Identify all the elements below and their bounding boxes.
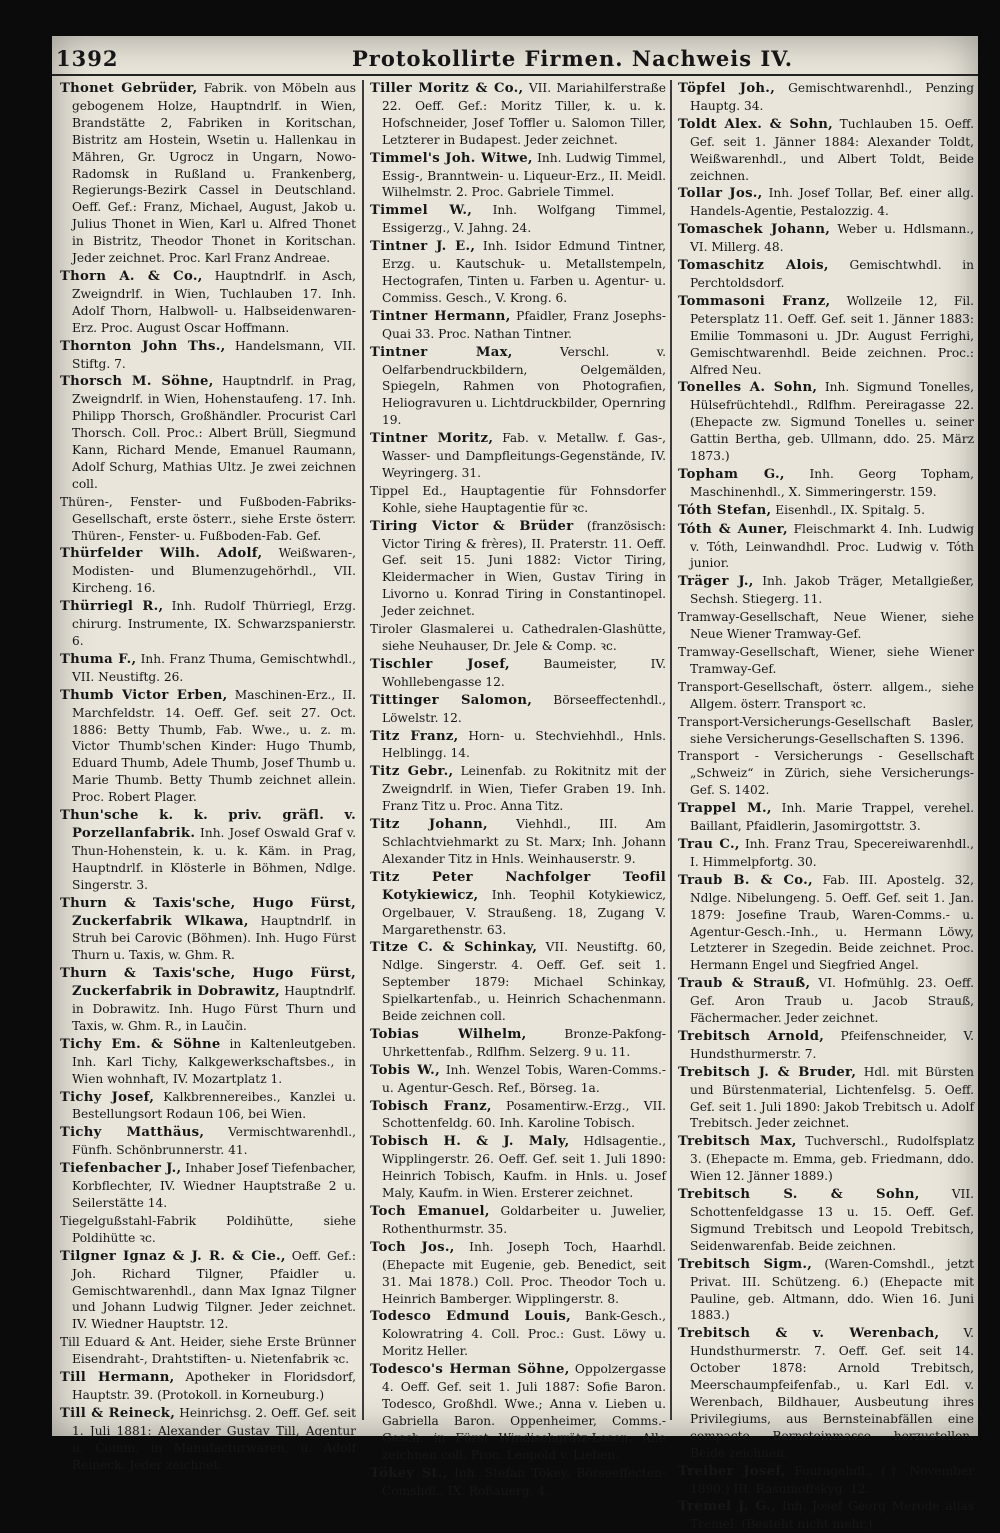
firm-name: Toldt Alex. & Sohn, [678, 116, 834, 132]
header-rule [52, 74, 978, 76]
column-middle [370, 80, 667, 1498]
firm-name: Thürriegl R., [60, 599, 164, 615]
firm-details: V. Hundsthurmerstr. 7. Oeff. Gef. seit 14. October 1878: Arnold Trebitsch, Meerschaumpfeifenfab., u. Karl Edl. v. Werenbach, Bildhauer, Ausbeutung ihres Privilegiums, aus Bernsteinabfällen eine compacte Bernsteinmasse herzustellen. Beide zeichnen. [690, 1326, 975, 1460]
firm-name: Todesco Edmund Louis, [370, 1309, 571, 1325]
firm-entry [370, 1098, 666, 1133]
firm-details: Apotheker in Floridsdorf, Hauptstr. 39. (Protokoll. in Korneuburg.) [72, 1370, 356, 1402]
firm-entry [370, 238, 666, 307]
firm-entry [370, 656, 666, 691]
firm-details: Inh. Stefan Tökey, Börseeffecten-Comshdl., IX. Roßauerg. 4. [382, 1465, 667, 1498]
column-right [678, 80, 975, 1532]
firm-entry [60, 895, 356, 965]
firm-entry [370, 1239, 666, 1308]
firm-details: Till Eduard & Ant. Heider, siehe Erste Brünner Eisendraht-, Drahtstiften- u. Nietenfabrik ꝛc. [60, 1335, 356, 1367]
firm-name: Till Hermann, [60, 1370, 175, 1386]
column-divider [362, 80, 364, 1420]
firm-entry [678, 293, 974, 379]
firm-name: Titz Franz, [370, 728, 459, 744]
firm-details: Weber u. Hdlsmann., VI. Millerg. 48. [690, 222, 975, 255]
firm-entry [678, 502, 974, 520]
firm-entry [370, 430, 666, 482]
firm-details: Verschl. v. Oelfarbendruckbildern, Oelgemälden, Spiegeln, Rahmen von Photografien, Heliogravuren u. Lichtdruckbilder, Opernring 19. [382, 344, 667, 428]
firm-entry [60, 965, 356, 1035]
firm-entry [60, 268, 356, 337]
firm-entry [678, 836, 974, 871]
firm-details: Inh. Jakob Träger, Metallgießer, Sechsh. Stiegerg. 11. [690, 574, 974, 607]
firm-details: Transport-Gesellschaft, österr. allgem., siehe Allgem. österr. Transport ꝛc. [678, 679, 974, 711]
firm-entry [678, 1186, 974, 1255]
firm-entry [60, 545, 356, 597]
firm-details: Tuchlauben 15. Oeff. Gef. seit 1. Jänner 1884: Alexander Toldt, Weißwarenhdl., und Albert Toldt, Beide zeichnen. [690, 116, 974, 183]
firm-details: Inh. Josef Oswald Graf v. Thun-Hohenstein, k. u. k. Käm. in Prag, Hauptndrlf. in Klösterle in Böhmen, Ndlge. Singerstr. 3. [72, 825, 356, 892]
firm-name: Titz Gebr., [370, 764, 454, 780]
firm-details: Hauptndrlf. in Struh bei Carovic (Böhmen). Inh. Hugo Fürst Thurn u. Taxis, w. Ghm. R. [72, 913, 357, 963]
column-left [60, 80, 357, 1472]
firm-details: Fab. III. Apostelg. 32, Ndlge. Nibelungeng. 5. Oeff. Gef. seit 1. Jan. 1879: Josefine Traub, Waren-Comms.- u. Agentur-Gesch.-Inh., u. Hermann Löwy, Letzterer in Szegedin. Beide zeichnet. Proc. Hermann Engel und Siegfried Angel. [690, 872, 974, 973]
firm-details: Oeff. Gef.: Joh. Richard Tilgner, Pfaidler u. Gemischtwarenhdl., dann Max Ignaz Tilgner und Johann Ludwig Tilgner. Jeder zeichnet. IV. Wiedner Hauptstr. 12. [72, 1248, 357, 1332]
firm-entry [678, 644, 974, 678]
firm-details: Gemischtwarenhdl., Penzing Hauptg. 34. [690, 81, 975, 113]
firm-details: Inh. Josef Georg Merode alias Tremel. (Besteht nicht mehr.) [690, 1499, 975, 1532]
firm-entry [678, 1463, 974, 1498]
firm-details: Inh. Marie Trappel, verehel. Baillant, Pfaidlerin, Jasomirgottstr. 3. [690, 801, 975, 834]
firm-entry [370, 518, 666, 620]
firm-entry [370, 1361, 666, 1463]
firm-entry [60, 1369, 356, 1404]
firm-entry [60, 494, 356, 545]
firm-details: Inh. Franz Thuma, Gemischtwhdl., VII. Neustiftg. 26. [72, 651, 357, 684]
firm-entry [60, 687, 356, 806]
firm-details: Hauptndrlf. in Dobrawitz. Inh. Hugo Fürst Thurn und Taxis, w. Ghm. R., in Laučin. [72, 984, 356, 1033]
firm-details: Inh. Sigmund Tonelles, Hülsefrüchtehdl., Rdlfhm. Pereiragasse 22. (Ehepacte zw. Sigmund Tonelles u. seiner Gattin Bertha, geb. Ullmann, ddo. 25. März 1873.) [690, 380, 974, 464]
firm-name: Töpfel Joh., [678, 81, 776, 96]
firm-entry [370, 80, 666, 149]
firm-details: Bronze-Pakfong-Uhrkettenfab., Rdlfhm. Selzerg. 9 u. 11. [382, 1026, 666, 1059]
firm-entry [60, 1160, 356, 1212]
firm-details: Posamentirw.-Erzg., VII. Schottenfeldg. 60. Inh. Karoline Tobisch. [382, 1098, 667, 1131]
firm-name: Tobisch Franz, [370, 1098, 492, 1114]
firm-details: (französisch: Victor Tiring & frères), II. Praterstr. 11. Oeff. Gef. seit 15. Juni 1882: Victor Tiring, Kleidermacher in Wien, Gustav Tiring in Livorno u. Konrad Tiring in Constantinopel. Jeder zeichnet. [382, 518, 666, 619]
directory-page [52, 36, 978, 1532]
firm-name: Trebitsch & v. Werenbach, [678, 1326, 940, 1342]
firm-details: Transport - Versicherungs - Gesellschaft „Schweiz“ in Zürich, siehe Versicherungs-Gef. S. 1402. [678, 749, 974, 798]
firm-details: Oppolzergasse 4. Oeff. Gef. seit 1. Juli 1887: Sofie Baron. Todesco, Großhdl. Wwe.; Anna v. Lieben u. Gabriella Baron. Oppenheimer, Comms.-Gesch. in Fürst Windischgrätz-Losen. Alle zeichnen coll. Proc. Leopold v. Lieben. [382, 1362, 666, 1462]
firm-entry [60, 1213, 356, 1247]
firm-entry [370, 1203, 666, 1238]
firm-name: Tichy Em. & Söhne [60, 1036, 221, 1052]
firm-name: Thuma F., [60, 651, 137, 667]
firm-details: Tuchverschl., Rudolfsplatz 3. (Ehepacte m. Emma, geb. Friedmann, ddo. Wien 12. Jänner 1889.) [690, 1134, 975, 1184]
column-divider [670, 80, 672, 1420]
firm-entry [60, 1124, 356, 1159]
firm-name: Tichy Josef, [60, 1089, 155, 1105]
firm-entry [60, 1248, 356, 1334]
firm-name: Tobisch H. & J. Maly, [370, 1134, 570, 1150]
firm-details: Horn- u. Stechviehhdl., Hnls. Helblingg. 14. [382, 728, 666, 761]
firm-details: Inh. Georg Topham, Maschinenhdl., X. Simmeringerstr. 159. [690, 466, 975, 499]
firm-details: VII. Schottenfeldgasse 13 u. 15. Oeff. Gef. Sigmund Trebitsch und Leopold Trebitsch, Seidenwarenfab. Beide zeichnen. [690, 1187, 975, 1253]
firm-name: Thorsch M. Söhne, [60, 374, 214, 390]
firm-details: Kalkbrennereibes., Kanzlei u. Bestellungsort Rodaun 106, bei Wien. [72, 1089, 357, 1122]
firm-name: Tiller Moritz & Co., [370, 81, 524, 96]
firm-entry [370, 1026, 666, 1061]
firm-details: Pfeifenschneider, V. Hundsthurmerstr. 7. [690, 1028, 974, 1061]
firm-name: Tischler Josef, [370, 656, 510, 672]
running-title: Protokollirte Firmen. Nachweis IV. [352, 46, 794, 71]
firm-entry [678, 1064, 974, 1133]
firm-name: Treiber Josef, [678, 1463, 786, 1479]
firm-entry [678, 1256, 974, 1325]
firm-entry [370, 483, 666, 517]
firm-details: Gemischtwhdl. in Perchtoldsdorf. [690, 258, 974, 290]
firm-entry [370, 869, 666, 939]
firm-name: Trau C., [678, 836, 740, 852]
firm-details: Pfaidler, Franz Josephs-Quai 33. Proc. Nathan Tintner. [382, 308, 666, 341]
firm-entry [370, 150, 666, 202]
firm-entry [370, 816, 666, 868]
firm-name: Tökey St., [370, 1465, 448, 1481]
firm-name: Toch Jos., [370, 1239, 455, 1255]
firm-name: Tremel J. G., [678, 1499, 777, 1515]
firm-name: Tittinger Salomon, [370, 692, 533, 708]
firm-details: Fabrik. von Möbeln aus gebogenem Holze, Hauptndrlf. in Wien, Brandstätte 2, Fabriken in Koritschan, Bistritz am Hostein, Wsetin u. Hallenkau in Mähren, Gr. Ugrocz in Ungarn, Nowo-Radomsk in Rußland u. Frankenberg, Regierungs-Bezirk Cassel in Deutschland. Oeff. Gef.: Franz, Michael, August, Jakob u. Julius Thonet in Wien, Karl u. Alfred Thonet in Bistritz, Theodor Thonet in Koritschan. Jeder zeichnet. Proc. Karl Franz Andreae. [72, 81, 357, 266]
firm-name: Timmel W., [370, 203, 473, 219]
firm-details: VI. Hofmühlg. 23. Oeff. Gef. Aron Traub u. Jacob Strauß, Fächermacher. Jeder zeichnet. [690, 976, 974, 1026]
firm-name: Thumb Victor Erben, [60, 687, 228, 703]
firm-details: Goldarbeiter u. Juwelier, Rothenthurmstr. 35. [382, 1204, 667, 1236]
firm-name: Trebitsch S. & Sohn, [678, 1187, 920, 1203]
firm-entry [678, 379, 974, 465]
firm-details: VII. Mariahilferstraße 22. Oeff. Gef.: Moritz Tiller, k. u. k. Hofschneider, Josef Toffler u. Salomon Tiller, Letzterer in Budapest. Jeder zeichnet. [382, 81, 666, 147]
firm-details: Inh. Joseph Toch, Haarhdl. (Ehepacte mit Eugenie, geb. Benedict, seit 31. Mai 1878.) Coll. Proc. Theodor Toch u. Heinrich Bamberger. Wipplingerstr. 8. [382, 1239, 667, 1306]
firm-entry [678, 679, 974, 713]
page-number: 1392 [56, 46, 119, 71]
firm-name: Thonet Gebrüder, [60, 81, 198, 96]
firm-name: Trebitsch Max, [678, 1134, 797, 1150]
firm-name: Tóth Stefan, [678, 502, 772, 518]
firm-entry [678, 257, 974, 292]
firm-name: Träger J., [678, 574, 754, 590]
firm-details: Inh. Wolfgang Timmel, Essigerzg., V. Jahng. 24. [382, 203, 666, 236]
firm-details: Baumeister, IV. Wohllebengasse 12. [382, 656, 666, 689]
firm-details: in Kaltenleutgeben. Inh. Karl Tichy, Kalkgewerkschaftsbes., in Wien wohnhaft, IV. Mozartplatz 1. [72, 1036, 356, 1086]
firm-entry [370, 1133, 666, 1202]
firm-entry [370, 763, 666, 815]
firm-details: Inh. Ludwig Timmel, Essig-, Branntwein- u. Liqueur-Erz., II. Meidl. Wilhelmstr. 2. Proc. Gabriele Timmel. [382, 150, 667, 200]
firm-details: Tippel Ed., Hauptagentie für Fohnsdorfer Kohle, siehe Hauptagentie für ꝛc. [370, 483, 666, 515]
firm-entry [370, 939, 666, 1025]
firm-entry [60, 1334, 356, 1368]
firm-entry [60, 807, 356, 894]
firm-name: Thurn & Taxis'sche, Hugo Fürst, Zuckerfabrik Wlkawa, [60, 895, 356, 929]
firm-details: Fab. v. Metallw. f. Gas-, Wasser- und Dampfleitungs-Gegenstände, IV. Weyringerg. 31. [382, 431, 667, 480]
firm-name: Tollar Jos., [678, 186, 763, 202]
firm-name: Tintner Hermann, [370, 308, 511, 324]
firm-details: Inh. Franz Trau, Specereiwarenhdl., I. Himmelpfortg. 30. [690, 836, 975, 869]
firm-details: Tiroler Glasmalerei u. Cathedralen-Glashütte, siehe Neuhauser, Dr. Jele & Comp. ꝛc. [370, 622, 666, 653]
firm-details: Viehhdl., III. Am Schlachtviehmarkt zu St. Marx; Inh. Johann Alexander Titz in Hnls. Weinhauserstr. 9. [382, 817, 666, 866]
firm-entry [678, 800, 974, 835]
firm-name: Tonelles A. Sohn, [678, 380, 818, 396]
firm-details: Inh. Rudolf Thürriegl, Erzg. chirurg. Instrumente, IX. Schwarzspanierstr. 6. [72, 599, 356, 648]
firm-name: Traub & Strauß, [678, 976, 811, 992]
firm-details: Hdlsagentie., Wipplingerstr. 26. Oeff. Gef. seit 1. Juli 1890: Heinrich Tobisch, Kaufm. in Hnls. u. Josef Maly, Kaufm. in Wien. Ersterer zeichnet. [382, 1134, 666, 1201]
firm-name: Trebitsch Sigm., [678, 1256, 813, 1272]
firm-entry [678, 1498, 974, 1533]
firm-entry [60, 598, 356, 650]
firm-name: Tintner Max, [370, 344, 513, 360]
firm-entry [60, 373, 356, 492]
firm-entry [678, 714, 974, 748]
firm-name: Tiring Victor & Brüder [370, 518, 574, 534]
firm-name: Thürfelder Wilh. Adolf, [60, 546, 263, 562]
firm-name: Titz Peter Nachfolger Teofil Kotykiewicz, [370, 869, 666, 903]
firm-name: Tiefenbacher J., [60, 1161, 182, 1177]
firm-details: Hauptndrlf. in Asch, Zweigndrlf. in Wien, Tuchlauben 17. Inh. Adolf Thorn, Halbwoll- u. Halbseidenwaren-Erz. Proc. August Oscar Hoffmann. [72, 268, 357, 335]
firm-entry [370, 1062, 666, 1097]
firm-name: Titz Johann, [370, 817, 488, 833]
firm-details: Maschinen-Erz., II. Marchfeldstr. 14. Oeff. Gef. seit 27. Oct. 1886: Betty Thumb, Fab. Wwe., u. z. m. Victor Thumb'schen Kinder: Hugo Thumb, Eduard Thumb, Adele Thumb, Josef Thumb u. Marie Thumb. Betty Thumb zeichnet allein. Proc. Robert Plager. [72, 687, 357, 805]
firm-details: Hauptndrlf. in Prag, Zweigndrlf. in Wien, Hohenstaufeng. 17. Inh. Philipp Thorsch, Großhändler. Procurist Carl Thorsch. Coll. Proc.: Albert Brüll, Siegmund Kann, Richard Mende, Emanuel Raumann, Adolf Schurg, Mathias Ultz. Je zwei zeichnen coll. [72, 374, 356, 491]
firm-details: Eisenhdl., IX. Spitalg. 5. [775, 502, 926, 517]
firm-details: Thüren-, Fenster- und Fußboden-Fabriks-Gesellschaft, erste österr., siehe Erste österr. Thüren-, Fenster- u. Fußboden-Fab. Gef. [60, 494, 356, 543]
firm-details: Weißwaren-, Modisten- und Blumenzugehörhdl., VII. Kircheng. 16. [72, 546, 356, 596]
firm-entry [370, 202, 666, 237]
firm-details: Inh. Wenzel Tobis, Waren-Comms.- u. Agentur-Gesch. Ref., Börseg. 1a. [382, 1062, 667, 1095]
firm-entry [60, 80, 356, 267]
firm-details: Fleischmarkt 4. Inh. Ludwig v. Tóth, Leinwandhdl. Proc. Ludwig v. Tóth junior. [690, 521, 975, 571]
firm-name: Toch Emanuel, [370, 1204, 490, 1219]
firm-entry [678, 1133, 974, 1185]
firm-entry [678, 975, 974, 1027]
firm-entry [678, 80, 974, 115]
firm-entry [678, 116, 974, 185]
firm-details: Tiegelgußstahl-Fabrik Poldihütte, siehe Poldihütte ꝛc. [60, 1213, 356, 1245]
firm-entry [370, 621, 666, 655]
firm-entry [678, 185, 974, 220]
firm-name: Tintner Moritz, [370, 431, 494, 447]
firm-name: Tommasoni Franz, [678, 293, 831, 309]
firm-details: Tramway-Gesellschaft, Wiener, siehe Wiener Tramway-Gef. [678, 645, 974, 676]
firm-name: Timmel's Joh. Witwe, [370, 150, 533, 166]
firm-details: Inh. Josef Tollar, Bef. einer allg. Handels-Agentie, Pestalozzig. 4. [690, 186, 974, 219]
firm-name: Tilgner Ignaz & J. R. & Cie., [60, 1248, 286, 1264]
firm-details: Heinrichsg. 2. Oeff. Gef. seit 1. Juli 1881: Alexander Gustav Till, Agentur u. Comm. in Manufacturwaren, u. Adolf Reineck. Jeder zeichnet. [72, 1405, 356, 1472]
firm-entry [370, 1465, 666, 1500]
firm-name: Traub B. & Co., [678, 872, 813, 888]
firm-entry [60, 1089, 356, 1124]
firm-details: Transport-Versicherungs-Gesellschaft Basler, siehe Versicherungs-Gesellschaften S. 1396. [678, 714, 974, 746]
firm-details: Wollzeile 12, Fil. Petersplatz 11. Oeff. Gef. seit 1. Jänner 1883: Emilie Tommasoni u. JDr. August Ferrighi, Gemischtwarenhdl. Beide zeichnen. Proc.: Alfred Neu. [690, 293, 975, 377]
firm-details: Inh. Teophil Kotykiewicz, Orgelbauer, V. Straußeng. 18, Zugang V. Margarethenstr. 63. [382, 887, 666, 937]
firm-name: Todesco's Herman Söhne, [370, 1362, 570, 1378]
firm-details: Börseeffectenhdl., Löwelstr. 12. [382, 692, 666, 725]
firm-name: Titze C. & Schinkay, [370, 940, 538, 956]
firm-name: Trappel M., [678, 801, 772, 817]
firm-entry [370, 344, 666, 430]
firm-details: (Waren-Comshdl., jetzt Privat. III. Schützeng. 6.) (Ehepacte mit Pauline, geb. Altmann, ddo. Wien 16. Juni 1883.) [690, 1256, 974, 1323]
firm-details: Leinenfab. zu Rokitnitz mit der Zweigndrlf. in Wien, Tiefer Graben 19. Inh. Franz Titz u. Proc. Anna Titz. [382, 764, 667, 814]
firm-name: Thornton John Ths., [60, 338, 226, 354]
firm-name: Tomaschitz Alois, [678, 258, 829, 274]
firm-name: Tichy Matthäus, [60, 1125, 205, 1141]
firm-name: Trebitsch Arnold, [678, 1028, 825, 1044]
firm-entry [370, 308, 666, 343]
firm-entry [370, 728, 666, 763]
firm-name: Tomaschek Johann, [678, 222, 831, 238]
firm-entry [60, 651, 356, 686]
firm-name: Thurn & Taxis'sche, Hugo Fürst, Zuckerfabrik in Dobrawitz, [60, 966, 356, 1000]
firm-entry [60, 1405, 356, 1474]
firm-details: VII. Neustiftg. 60, Ndlge. Singerstr. 4. Oeff. Gef. seit 1. September 1879: Michael Schinkay, Spielkartenfab., u. Heinrich Schachenmann. Beide zeichnen coll. [382, 940, 666, 1024]
firm-name: Tobias Wilhelm, [370, 1026, 527, 1042]
firm-name: Trebitsch J. & Bruder, [678, 1064, 857, 1080]
firm-name: Tóth & Auner, [678, 521, 788, 537]
firm-entry [370, 1308, 666, 1360]
firm-details: Fouragehdl., († November 1890.) III. Rasumoffskyg. 12. [690, 1463, 974, 1496]
firm-details: Vermischtwarenhdl., Fünfh. Schönbrunnerstr. 41. [72, 1125, 356, 1158]
firm-details: Tramway-Gesellschaft, Neue Wiener, siehe Neue Wiener Tramway-Gef. [678, 610, 974, 642]
firm-details: Inh. Isidor Edmund Tintner, Erzg. u. Kautschuk- u. Metallstempeln, Hectografen, Tinten u. Farben u. Agentur- u. Commiss. Gesch., V. Krong. 6. [382, 239, 666, 305]
firm-entry [678, 1028, 974, 1063]
page-header [52, 42, 978, 72]
firm-details: Inhaber Josef Tiefenbacher, Korbflechter, IV. Wiedner Hauptstraße 2 u. Seilerstätte 14. [72, 1161, 356, 1210]
firm-name: Topham G., [678, 466, 785, 482]
firm-entry [678, 573, 974, 608]
firm-entry [678, 221, 974, 256]
firm-name: Tintner J. E., [370, 239, 476, 255]
firm-entry [60, 1036, 356, 1088]
firm-entry [678, 1325, 974, 1461]
firm-entry [678, 872, 974, 974]
firm-details: Bank-Gesch., Kolowratring 4. Coll. Proc.: Gust. Löwy u. Moritz Heller. [382, 1309, 666, 1359]
firm-name: Till & Reineck, [60, 1405, 176, 1421]
firm-name: Thun'sche k. k. priv. gräfl. v. Porzellanfabrik. [60, 808, 356, 841]
firm-details: Handelsmann, VII. Stiftg. 7. [72, 338, 357, 371]
firm-entry [678, 609, 974, 643]
firm-entry [678, 521, 974, 573]
firm-entry [370, 692, 666, 727]
firm-details: Hdl. mit Bürsten und Bürstenmaterial, Lichtenfelsg. 5. Oeff. Gef. seit 1. Juli 1890: Jakob Trebitsch u. Adolf Trebitsch. Jeder zeichnet. [690, 1064, 975, 1131]
firm-entry [678, 466, 974, 501]
firm-entry [678, 748, 974, 799]
firm-name: Thorn A. & Co., [60, 268, 203, 284]
firm-entry [60, 338, 356, 373]
firm-name: Tobis W., [370, 1062, 440, 1078]
